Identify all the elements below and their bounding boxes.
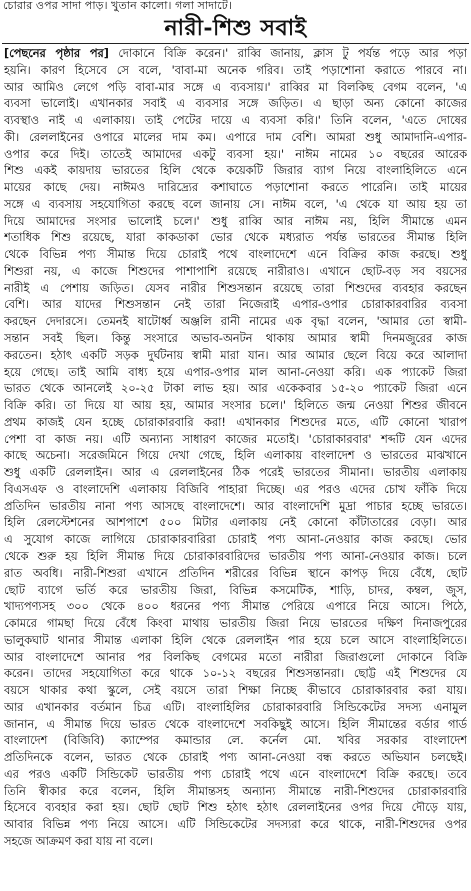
article-line: করেন। তাদের সহযোগিতা করে থাকে ১০-১২ বছরের শিশুসন্তানরা। ছোট্ট এই শিশুদের যে — [4, 667, 467, 681]
article-line: সন্তান সবই ছিল। কিন্তু সংসারে অভাব-অনটন থাকায় আমার স্বামী দিনমজুরের কাজ — [4, 332, 467, 346]
article-line: শিশুরা নয়, এ কাজে শিশুদের পাশাপাশি রয়েছে নারীরাও। এখানে ছোট-বড় সব বয়সের — [4, 264, 467, 278]
article-line — [4, 46, 467, 63]
article-line: বেশি। আর যাদের শিশুসন্তান নেই তারা নিজেরাই এপার-ওপার চোরাকারবারির ব্যবসা — [4, 298, 467, 312]
article-line: এ সুযোগ কাজে লাগিয়ে চোরাকারবারিরা চোরাই পণ্য আনা-নেওয়ার কাজ করছে। ভোর — [4, 533, 467, 547]
article-line: এর পরও একটি সিন্ডিকেট ভারতীয় পণ্য চোরাই পথে এনে বাংলাদেশে বিক্রি করছে। তবে — [4, 767, 467, 781]
article-line: হিসেবে ব্যবহার করা হয়। ছোট ছোট শিশু হঠাৎ হঠাৎ রেললাইনের ওপর দিয়ে দৌড়ে যায়, — [4, 801, 467, 815]
article-line: করছেন দেদারসে। তেমনই ষাটোর্ধ্ব অঞ্জলি রানী নামের এক বৃদ্ধা বলেন, 'আমার তো স্বামী- — [4, 315, 467, 329]
article-line: আবার বিভিন্ন পণ্য নিয়ে আসে। এটি সিন্ডিকেটের সদস্যরা করে থাকে, নারী-শিশুদের ওপর — [4, 818, 467, 832]
article-line: শিশু একই কায়দায় ভারতের হিলি থেকে কয়েকটি জিরার ব্যাগ নিয়ে বাংলাহিলিতে এনে — [4, 164, 467, 178]
article-line: ভালুকঘাট থানার সীমান্ত এলাকা হিলি থেকে রেললাইন পার হয়ে চলে আসে বাংলাহিলিতে। — [4, 633, 467, 647]
article-line: মায়ের কাছে দেয়। নাঈমও দারিদ্র্যের কশাঘাতে পড়াশোনা করতে পারেনি। তাই মায়ের — [4, 181, 467, 195]
article-line: থেকে শুরু হয় হিলি সীমান্ত দিয়ে চোরাকারবারিদের ভারতীয় পণ্য আনা-নেওয়ার কাজ। চলে — [4, 549, 467, 563]
article-line: আর এখানকার বর্তমান চিত্র এটি। বাংলাহিলির চোরাকারবারি সিন্ডিকেটের সদস্য এনামুল — [4, 700, 467, 714]
article-line: হয়নি। কারণ হিসেবে সে বলে, 'বাবা-মা অনেক গরিব। তাই পড়াশোনা করাতে পারবে না। — [4, 63, 467, 77]
cut-off-previous-line: চোরার ওপর সাদা পাড়। খুতান কালো। গলা সাদাটে। — [3, 0, 232, 12]
article-line: রাত অবধি। নারী-শিশুরা এখানে প্রতিদিন শরীরের বিভিন্ন স্থানে কাপড় দিয়ে বেঁধে, ছোট — [4, 566, 467, 580]
article-line: ব্যবসা ভালোই। এখানকার সবাই এ ব্যবসার সঙ্গে জড়িত। এ ছাড়া অন্য কোনো কাজের — [4, 97, 467, 111]
article-headline: নারী-শিশু সবাই — [164, 15, 307, 41]
article-line: প্রথম কাজই যেন হচ্ছে চোরাকারবারি করা! এখানকার শিশুদের মতে, এটি কোনো খারাপ — [4, 415, 467, 429]
article-line: আর আমিও লেগে পড়ি বাবা-মার সঙ্গে এ ব্যবসায়।' রাব্বির মা বিলকিছ বেগম বলেন, 'এ — [4, 80, 467, 94]
article-body — [4, 46, 467, 851]
article-line: বিএসএফ ও বাংলাদেশি এলাকায় বিজিবি পাহারা দিচ্ছে। এর পরও এদের চোখ ফাঁকি দিয়ে — [4, 482, 467, 496]
continued-from-tag: [পেছনের পৃষ্ঠার পর] — [4, 47, 109, 60]
headline-divider — [2, 43, 469, 44]
article-line: ব্যবস্থাও নাই এ এলাকায়। তাই পেটের দায়ে এ ব্যবসা করি।' তিনি বলেন, 'এতে দোষের — [4, 114, 467, 128]
article-line-text: দোকানে বিক্রি করেন।' রাব্বি জানায়, ক্লাস টু পর্যন্ত পড়ে আর পড়া — [108, 47, 467, 60]
article-line: ভারত থেকে আনলেই ২০-২৫ টাকা লাভ হয়। আর একেকবার ১৫-২০ প্যাকেট জিরা এনে — [4, 382, 467, 396]
article-line: সহজে আক্রমণ করা যায় না বলে। — [4, 834, 153, 848]
article-line: বয়সে থাকার কথা স্কুলে, সেই বয়সে তারা শিক্ষা নিচ্ছে কীভাবে চোরাকারবার করা যায়। — [4, 684, 467, 698]
article-line: কাছে অচেনা। সরেজমিনে গিয়ে দেখা গেছে, হিলি এলাকায় বাংলাদেশ ও ভারতের মাঝখানে — [4, 449, 467, 463]
article-line: ওপার করে দিই। তাতেই আমাদের একটু ব্যবসা হয়।' নাঈম নামের ১০ বছরের আরেক — [4, 147, 467, 161]
article-line: বাংলাদেশ (বিজিবি) ক্যাম্পের কমান্ডার লে. কর্নেল মো. খবির সরকার বাংলাদেশ — [4, 734, 467, 748]
article-line: দিয়ে আমাদের সংসার ভালোই চলে।' শুধু রাব্বি আর নাঈম নয়, হিলি সীমান্তে এমন — [4, 214, 467, 228]
article-line: প্রতিদিনকে বলেন, ভারত থেকে চোরাই পণ্য আনা-নেওয়া বন্ধ করতে অভিযান চলছেই। — [4, 751, 467, 765]
article-line: পেশা বা কাজ নয়। এটি অন্যান্য সাধারণ কাজের মতোই। 'চোরাকারবার' শব্দটি যেন এদের — [4, 432, 467, 446]
article-line: আর বাংলাদেশে আনার পর বিলকিছ বেগমের মতো নারীরা জিরাগুলো দোকানে বিক্রি — [4, 650, 467, 664]
article-line: খাদ্যপণ্যসহ ৩০০ থেকে ৪০০ ধরনের পণ্য সীমান্ত পেরিয়ে এপারে নিয়ে আসে। পিঠে, — [4, 600, 467, 614]
article-line: হিলি রেলস্টেশনের আশপাশে ৫০০ মিটার এলাকায় নেই কোনো কাঁটাতারের বেড়া। আর — [4, 516, 467, 530]
article-line: শতাধিক শিশু রয়েছে, যারা কাকডাকা ভোর থেকে মধ্যরাত পর্যন্ত ভারতের সীমান্ত হিলি — [4, 231, 467, 245]
article-line: নারীই এ পেশায় জড়িত। যেসব নারীর শিশুসন্তান রয়েছে তারা শিশুদের ব্যবহার করছেন — [4, 281, 467, 295]
article-line: তিনি স্বীকার করে বলেন, হিলি সীমান্তসহ অন্যান্য সীমান্তে নারী-শিশুদের চোরাকারবারি — [4, 784, 467, 798]
article-line: হয়ে গেছে। তাই আমি বাধ্য হয়ে এপার-ওপার মাল আনা-নেওয়া করি। এক প্যাকেট জিরা — [4, 365, 467, 379]
article-line: কোমরে গামছা দিয়ে বেঁধে কিংবা মাথায় ভারতীয় জিরা নিয়ে ভারতের দক্ষিণ দিনাজপুরের — [4, 617, 467, 631]
article-line: জানান, এ সীমান্ত দিয়ে ভারত থেকে বাংলাদেশে সবকিছুই আসে। হিলি সীমান্তের বর্ডার গার্ড — [4, 717, 467, 731]
article-line: করতেন। হঠাৎ একটি সড়ক দুর্ঘটনায় স্বামী মারা যান। আর আমার ছেলে বিয়ে করে আলাদা — [4, 348, 467, 362]
article-line: ছোট ব্যাগে ভর্তি করে ভারতীয় জিরা, বিভিন্ন কসমেটিক, শাড়ি, চাদর, কম্বল, জুস, — [4, 583, 467, 597]
article-line: কী। রেললাইনের ওপারে মালের দাম কম। এপারে দাম বেশি। আমরা শুধু আমাদানি-এপার- — [4, 130, 467, 144]
article-line: বিক্রি করি। তা দিয়ে যা আয় হয়, আমার সংসার চলে।' হিলিতে জন্ম নেওয়া শিশুর জীবনে — [4, 399, 467, 413]
article-line: সঙ্গে এ ব্যবসায় সহযোগিতা করছে বলে জানায় সে। নাঈম বলে, 'এ থেকে যা আয় হয় তা — [4, 197, 467, 211]
article-line: থেকে বিভিন্ন পণ্য সীমান্ত দিয়ে চোরাই পথে বাংলাদেশে এনে বিক্রির কাজ করছে। শুধু — [4, 248, 467, 262]
article-line: শুধু একটি রেললাইন। আর এ রেললাইনের ঠিক পরেই ভারতের সীমানা। ভারতীয় এলাকায় — [4, 466, 467, 480]
article-line: প্রতিদিন ভারতীয় নানা পণ্য আসছে বাংলাদেশে। আর বাংলাদেশি মুদ্রা পাচার হচ্ছে ভারতে। — [4, 499, 467, 513]
